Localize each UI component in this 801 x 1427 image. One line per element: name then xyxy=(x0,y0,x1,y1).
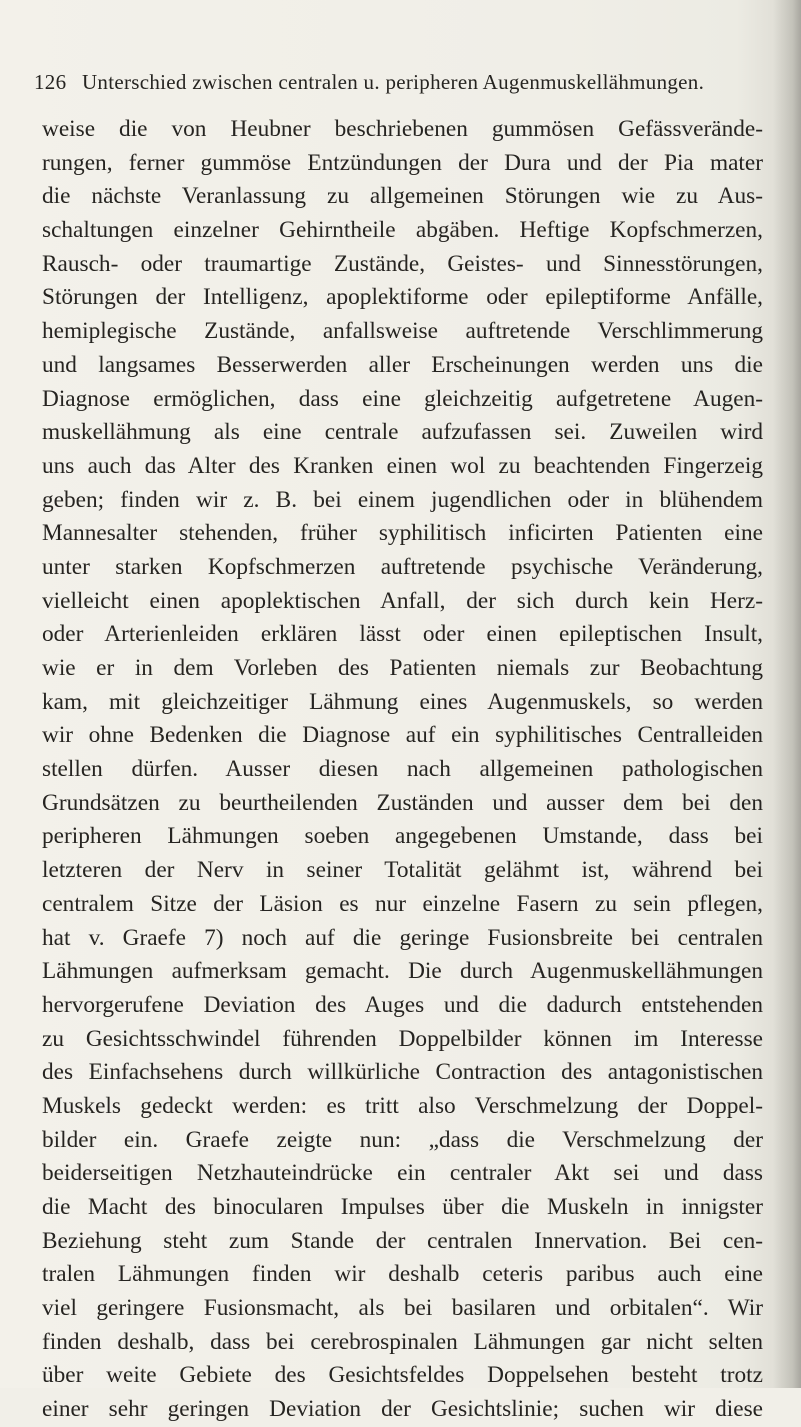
text-line: centralem Sitze der Läsion es nur einzelne Fasern zu sein pflegen, xyxy=(42,890,763,917)
text-line: Rausch- oder traumartige Zustände, Geistes- und Sinnesstörungen, xyxy=(42,250,763,277)
text-line: muskellähmung als eine centrale aufzufassen sei. Zuweilen wird xyxy=(42,419,763,446)
text-line: Mannesalter stehenden, früher syphilitisch inficirten Patienten eine xyxy=(42,520,763,547)
text-line: vielleicht einen apoplektischen Anfall, der sich durch kein Herz- xyxy=(42,587,763,614)
text-line: hervorgerufene Deviation des Auges und die dadurch entstehenden xyxy=(42,991,763,1018)
text-line: kam, mit gleichzeitiger Lähmung eines Augenmuskels, so werden xyxy=(42,688,763,715)
text-line: weise die von Heubner beschriebenen gummösen Gefässverände- xyxy=(42,116,763,142)
text-line: hat v. Graefe 7) noch auf die geringe Fusionsbreite bei centralen xyxy=(42,924,763,951)
text-line: und langsames Besserwerden aller Erscheinungen werden uns die xyxy=(42,351,763,378)
text-line: Muskels gedeckt werden: es tritt also Verschmelzung der Doppel- xyxy=(42,1092,763,1119)
body-text xyxy=(42,113,763,1427)
text-line: Störungen der Intelligenz, apoplektiforme oder epileptiforme Anfälle, xyxy=(42,284,763,311)
text-line: stellen dürfen. Ausser diesen nach allgemeinen pathologischen xyxy=(42,756,763,783)
text-line: die nächste Veranlassung zu allgemeinen Störungen wie zu Aus- xyxy=(42,183,763,210)
text-line: rungen, ferner gummöse Entzündungen der Dura und der Pia mater xyxy=(42,149,763,176)
text-line: über weite Gebiete des Gesichtsfeldes Doppelsehen besteht trotz xyxy=(42,1362,763,1389)
text-line: wie er in dem Vorleben des Patienten niemals zur Beobachtung xyxy=(42,655,763,681)
page-edge-shadow xyxy=(773,0,801,1388)
text-line: Grundsätzen zu beurtheilenden Zuständen und ausser dem bei den xyxy=(42,789,763,816)
running-title: Unterschied zwischen centralen u. peripheren Augenmuskellähmungen. xyxy=(81,70,705,94)
text-line: schaltungen einzelner Gehirntheile abgäben. Heftige Kopfschmerzen, xyxy=(42,217,763,244)
text-line: oder Arterienleiden erklären lässt oder einen epileptischen Insult, xyxy=(42,621,763,648)
page-header xyxy=(34,70,754,104)
text-line: die Macht des binocularen Impulses über die Muskeln in innigster xyxy=(42,1194,763,1220)
text-line: peripheren Lähmungen soeben angegebenen Umstande, dass bei xyxy=(42,823,763,850)
page-number: 126 xyxy=(34,70,67,94)
text-line: des Einfachsehens durch willkürliche Contraction des antagonistischen xyxy=(42,1059,763,1086)
text-line: einer sehr geringen Deviation der Gesichtslinie; suchen wir diese xyxy=(42,1396,763,1423)
text-line: Beziehung steht zum Stande der centralen Innervation. Bei cen- xyxy=(42,1227,763,1254)
text-line: Lähmungen aufmerksam gemacht. Die durch Augenmuskellähmungen xyxy=(42,958,763,985)
text-line: geben; finden wir z. B. bei einem jugendlichen oder in blühendem xyxy=(42,486,763,513)
text-line: letzteren der Nerv in seiner Totalität gelähmt ist, während bei xyxy=(42,857,763,884)
text-line: zu Gesichtsschwindel führenden Doppelbilder können im Interesse xyxy=(42,1025,763,1052)
text-line: bilder ein. Graefe zeigte nun: „dass die Verschmelzung der xyxy=(42,1126,763,1153)
text-line: Diagnose ermöglichen, dass eine gleichzeitig aufgetretene Augen- xyxy=(42,385,763,412)
text-line: beiderseitigen Netzhauteindrücke ein centraler Akt sei und dass xyxy=(42,1160,763,1187)
text-line: hemiplegische Zustände, anfallsweise auftretende Verschlimmerung xyxy=(42,318,763,345)
text-line: unter starken Kopfschmerzen auftretende psychische Veränderung, xyxy=(42,553,763,580)
text-line: uns auch das Alter des Kranken einen wol zu beachtenden Fingerzeig xyxy=(42,452,763,479)
text-line: wir ohne Bedenken die Diagnose auf ein syphilitisches Centralleiden xyxy=(42,722,763,749)
text-line: tralen Lähmungen finden wir deshalb ceteris paribus auch eine xyxy=(42,1261,763,1288)
text-line: viel geringere Fusionsmacht, als bei basilaren und orbitalen“. Wir xyxy=(42,1295,763,1322)
text-line: finden deshalb, dass bei cerebrospinalen Lähmungen gar nicht selten xyxy=(42,1328,763,1355)
